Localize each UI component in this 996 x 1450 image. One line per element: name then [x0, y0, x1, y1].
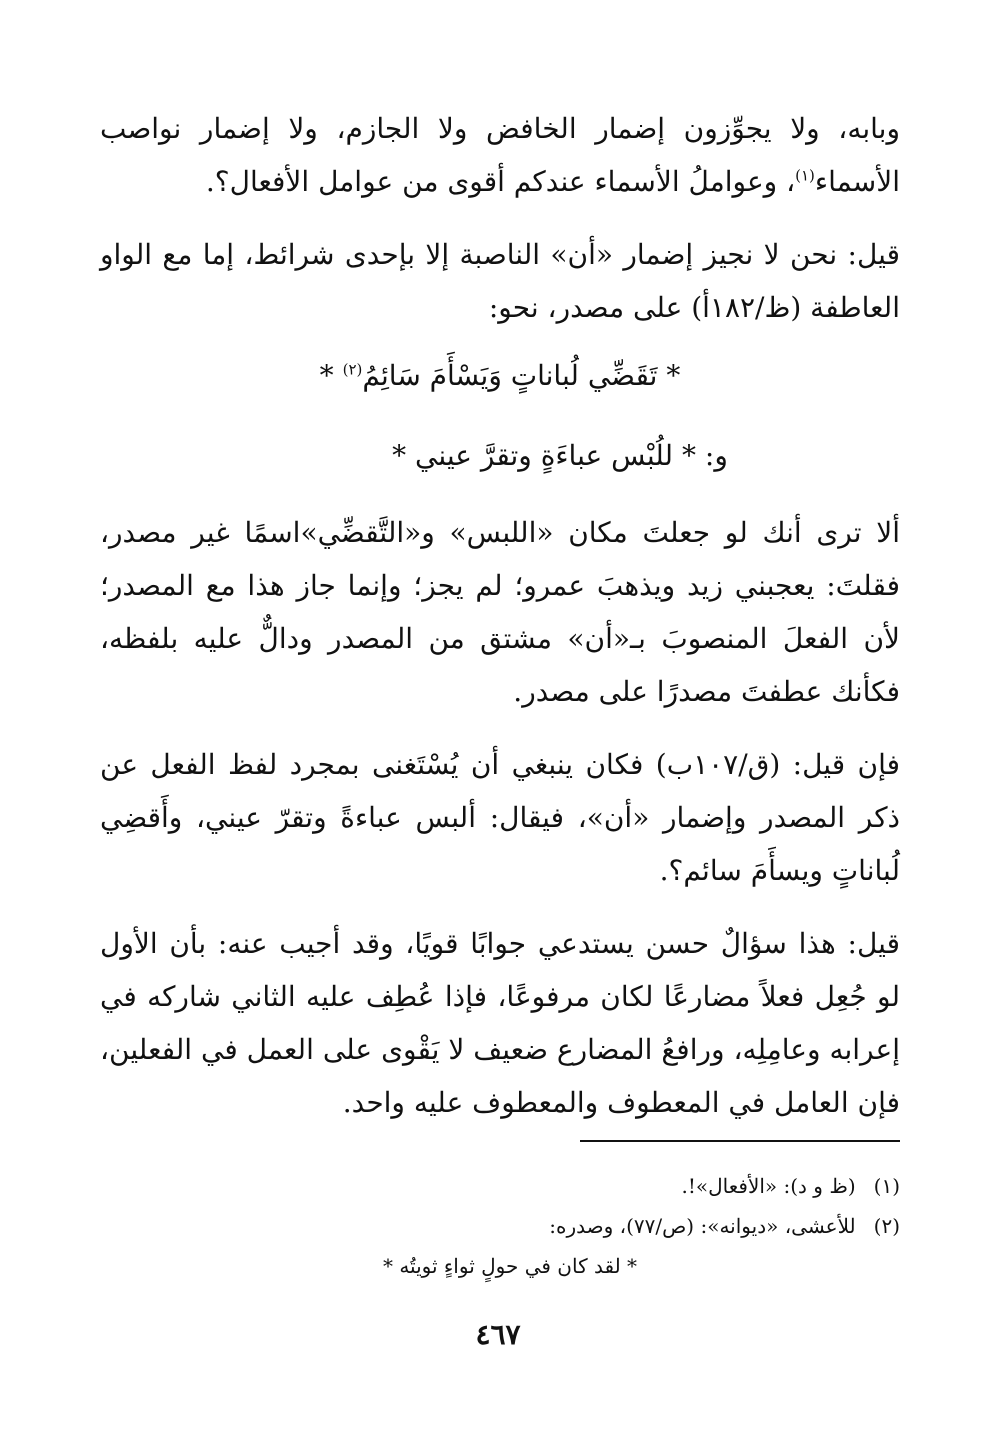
paragraph-1-text: وبابه، ولا يجوِّزون إضمار الخافض ولا الجازم، ولا إضمار نواصب الأسماء: [100, 112, 900, 198]
footnotes: [100, 1166, 900, 1286]
footnote-verse: * لقد كان في حولٍ ثواءٍ ثويتُه *: [382, 1254, 638, 1278]
footnote-1: [100, 1166, 900, 1206]
footnote-ref-1: (١): [795, 166, 815, 185]
main-text: [100, 102, 900, 1149]
footnote-2-text: للأعشى، «ديوانه»: (ص/٧٧)، وصدره:: [549, 1214, 856, 1238]
footnote-1-text: (ظ و د): «الأفعال»!.: [681, 1174, 856, 1198]
paragraph-1: [100, 102, 900, 208]
paragraph-4: فإن قيل: (ق/١٠٧ب) فكان ينبغي أن يُسْتَغنى بمجرد لفظ الفعل عن ذكر المصدر وإضمار «أن»، فيقال: ألبس عباءةً وتقرّ عيني، وأَقضِي لُباناتٍ ويسأَمَ سائم؟.: [100, 748, 900, 887]
verse-1-text: * تَقَضِّي لُباناتٍ وَيَسْأَمَ سَائِمُ: [362, 359, 681, 392]
paragraph-5: قيل: هذا سؤالٌ حسن يستدعي جوابًا قويًا، وقد أجيب عنه: بأن الأول لو جُعِل فعلاً مضارعًا لكان مرفوعًا، فإذا عُطِف عليه الثاني شاركه في إعرابه وعامِلِه، ورافعُ المضارع ضعيف لا يَقْوى على العمل في الفعلين، فإن العامل في المعطوف والمعطوف عليه واحد.: [100, 927, 900, 1119]
footnote-2-number: (٢): [873, 1214, 900, 1238]
verse-line-1: [100, 346, 900, 406]
paragraph-2: قيل: نحن لا نجيز إضمار «أن» الناصبة إلا بإحدى شرائط، إما مع الواو العاطفة (ظ/١٨٢أ) على مصدر، نحو:: [100, 238, 900, 324]
paragraph-3: ألا ترى أنك لو جعلتَ مكان «اللبس» و«التَّقضِّي»اسمًا غير مصدر، فقلتَ: يعجبني زيد ويذهبَ عمرو؛ لم يجز؛ وإنما جاز هذا مع المصدر؛ لأن الفعلَ المنصوبَ بـ«أن» مشتق من المصدر ودالٌّ عليه بلفظه، فكأنك عطفتَ مصدرًا على مصدر.: [100, 516, 900, 708]
footnote-ref-2: (٢): [342, 360, 363, 379]
page-number: ٤٦٧: [475, 1318, 521, 1351]
verse-1-end: *: [319, 359, 343, 392]
verse-line-2: و: * للُبْس عباءَةٍ وتقرَّ عيني *: [392, 439, 728, 472]
paragraph-1-rest: ، وعواملُ الأسماء عندكم أقوى من عوامل الأفعال؟.: [205, 165, 796, 198]
footnote-separator: [580, 1140, 900, 1142]
footnote-1-number: (١): [873, 1174, 900, 1198]
footnote-2: [100, 1206, 900, 1246]
